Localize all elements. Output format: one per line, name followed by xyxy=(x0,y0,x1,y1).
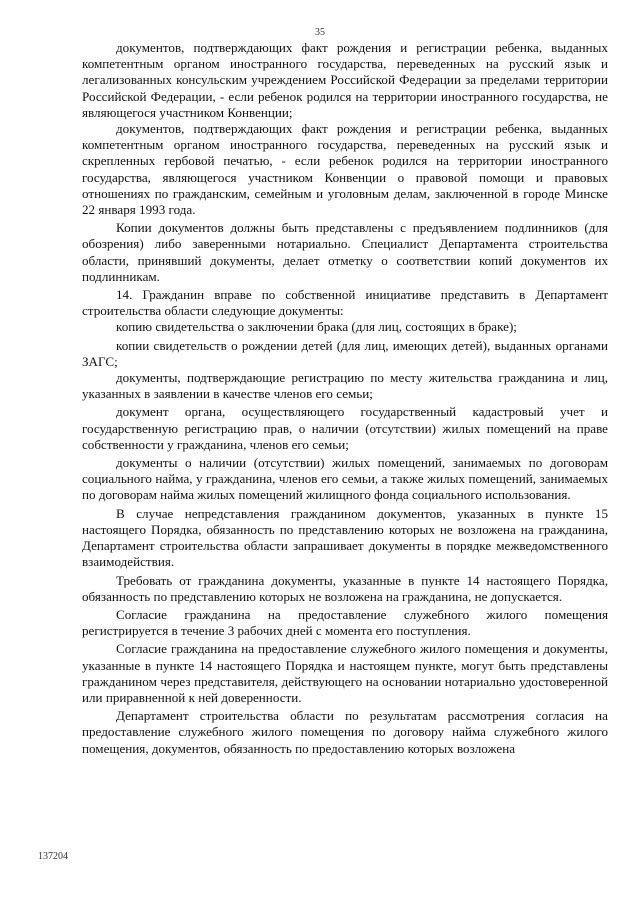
paragraph: Департамент строительства области по результатам рассмотрения согласия на предоставление служебного жилого помещения по договору найма служебного жилого помещения, документов, обязанность по предоставлению которых возложена xyxy=(82,708,608,756)
paragraph: копии свидетельств о рождении детей (для лиц, имеющих детей), выданных органами ЗАГС; xyxy=(82,337,608,369)
paragraph: документов, подтверждающих факт рождения и регистрации ребенка, выданных компетентным органом иностранного государства, переведенных на русский язык и скрепленных гербовой печатью, - если ребенок родился на территории иностранного государства, являющегося участником Конвенции о правовой помощи и правовых отношениях по гражданским, семейным и уголовным делам, заключенной в городе Минске 22 января 1993 года. xyxy=(82,121,608,218)
paragraph: копию свидетельства о заключении брака (для лиц, состоящих в браке); xyxy=(116,319,517,335)
page-number: 35 xyxy=(315,27,325,38)
paragraph: Копии документов должны быть представлены с предъявлением подлинников (для обозрения) либо заверенными нотариально. Специалист Департамента строительства области, принявший документы, делает отметку о соответствии копий документов их подлинникам. xyxy=(82,220,608,284)
document-code: 137204 xyxy=(38,851,68,862)
paragraph: документы о наличии (отсутствии) жилых помещений, занимаемых по договорам социального найма, у гражданина, членов его семьи, а также жилых помещений, занимаемых по договорам найма жилых помещений жилищного фонда социального использования. xyxy=(82,455,608,503)
paragraph: документы, подтверждающие регистрацию по месту жительства гражданина и лиц, указанных в заявлении в качестве членов его семьи; xyxy=(82,370,608,402)
paragraph: В случае непредставления гражданином документов, указанных в пункте 15 настоящего Порядка, обязанность по представлению которых не возложена на гражданина, Департамент строительства области запрашивает документы в порядке межведомственного взаимодействия. xyxy=(82,505,608,570)
paragraph: Согласие гражданина на предоставление служебного жилого помещения и документы, указанные в пункте 14 настоящего Порядка и настоящем пункте, могут быть представлены гражданином через представителя, действующего на основании нотариально удостоверенной или приравненной к ней доверенности. xyxy=(82,641,608,705)
paragraph: документов, подтверждающих факт рождения и регистрации ребенка, выданных компетентным органом иностранного государства, переведенных на русский язык и легализованных консульским учреждением Российской Федерации за пределами территории Российской Федерации, - если ребенок родился на территории иностранного государства, не являющегося участником Конвенции; xyxy=(82,40,608,120)
paragraph: 14. Гражданин вправе по собственной инициативе представить в Департамент строительства области следующие документы: xyxy=(82,287,608,319)
paragraph: Согласие гражданина на предоставление служебного жилого помещения регистрируется в течение 3 рабочих дней с момента его поступления. xyxy=(82,606,608,639)
paragraph: документ органа, осуществляющего государственный кадастровый учет и государственную регистрацию прав, о наличии (отсутствии) жилых помещений на праве собственности у гражданина, членов его семьи; xyxy=(82,404,608,452)
document-body xyxy=(82,40,608,757)
paragraph: Требовать от гражданина документы, указанные в пункте 14 настоящего Порядка, обязанность по представлению которых не возложена на гражданина, не допускается. xyxy=(82,572,608,604)
